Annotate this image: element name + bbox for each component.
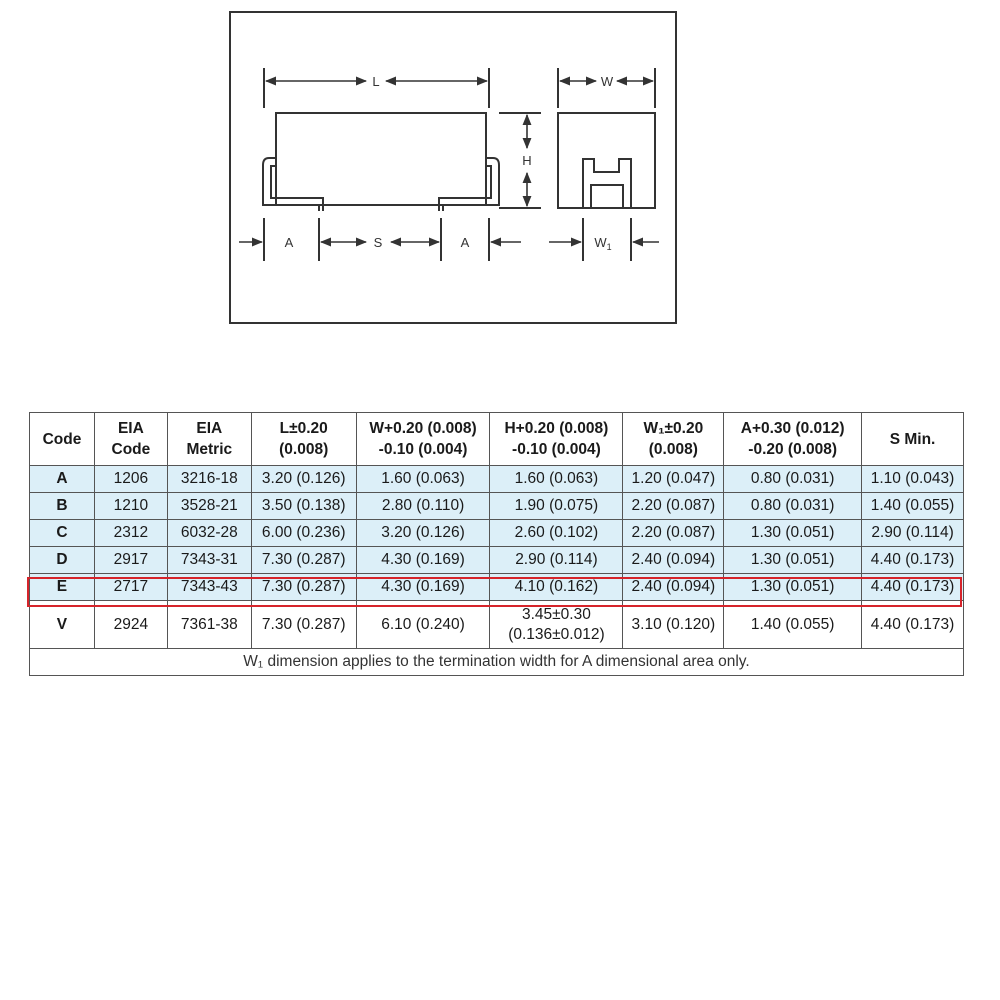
table-cell: 2.60 (0.102): [490, 520, 623, 547]
table-cell: 1.30 (0.051): [724, 574, 862, 601]
table-cell: 1.90 (0.075): [490, 493, 623, 520]
table-cell: 1.40 (0.055): [724, 601, 862, 649]
table-cell: 2.20 (0.087): [623, 493, 724, 520]
header-eia-code: EIA Code: [94, 413, 167, 466]
table-cell: 2.90 (0.114): [862, 520, 964, 547]
table-row-b: [30, 493, 964, 520]
table-cell: 1.20 (0.047): [623, 466, 724, 493]
table-cell: 2.40 (0.094): [623, 574, 724, 601]
dim-label-A-left: A: [284, 235, 294, 250]
table-cell: 0.80 (0.031): [724, 466, 862, 493]
dim-label-A-right: A: [460, 235, 470, 250]
header-w1: W₁±0.20 (0.008): [623, 413, 724, 466]
table-cell: 2.80 (0.110): [356, 493, 490, 520]
table-row-c: [30, 520, 964, 547]
table-cell: 3.10 (0.120): [623, 601, 724, 649]
table-cell: 4.40 (0.173): [862, 547, 964, 574]
table-cell: 1.30 (0.051): [724, 547, 862, 574]
capacitor-outline-drawing: [231, 13, 679, 326]
table-note: W₁ dimension applies to the termination width for A dimensional area only.: [30, 649, 964, 676]
table-row-d: [30, 547, 964, 574]
table-row-e: [30, 574, 964, 601]
table-cell: 4.30 (0.169): [356, 574, 490, 601]
table-cell: V: [30, 601, 95, 649]
table-note-row: [30, 649, 964, 676]
table-cell: 6.10 (0.240): [356, 601, 490, 649]
table-cell: C: [30, 520, 95, 547]
dim-label-L: L: [372, 74, 380, 89]
table-header: [30, 413, 964, 466]
table-cell: 7343-31: [167, 547, 251, 574]
table-row-a: [30, 466, 964, 493]
table-cell: 7343-43: [167, 574, 251, 601]
header-height: H+0.20 (0.008) -0.10 (0.004): [490, 413, 623, 466]
table-cell: E: [30, 574, 95, 601]
table-cell: 7.30 (0.287): [251, 547, 356, 574]
dim-label-W1: $W_1$: [594, 235, 612, 252]
dimension-drawing: [229, 11, 677, 324]
header-a: A+0.30 (0.012) -0.20 (0.008): [724, 413, 862, 466]
header-eia-metric: EIA Metric: [167, 413, 251, 466]
table-cell: 4.40 (0.173): [862, 601, 964, 649]
table-cell: 2.90 (0.114): [490, 547, 623, 574]
table-cell: 6.00 (0.236): [251, 520, 356, 547]
side-view-body: [276, 113, 486, 205]
table-cell: 1.10 (0.043): [862, 466, 964, 493]
table-cell: 4.30 (0.169): [356, 547, 490, 574]
table-cell: 7361-38: [167, 601, 251, 649]
table-cell: 2717: [94, 574, 167, 601]
table-cell: 3.20 (0.126): [251, 466, 356, 493]
table-cell: 1.40 (0.055): [862, 493, 964, 520]
table-cell: 1.60 (0.063): [356, 466, 490, 493]
table-cell: 1.30 (0.051): [724, 520, 862, 547]
table-cell: 7.30 (0.287): [251, 574, 356, 601]
dim-label-H: H: [522, 153, 532, 168]
table-cell: 1.60 (0.063): [490, 466, 623, 493]
table-cell: 3.45±0.30 (0.136±0.012): [490, 601, 623, 649]
dimensions-table: [29, 412, 964, 676]
table-cell: 6032-28: [167, 520, 251, 547]
table-cell: 3528-21: [167, 493, 251, 520]
table-cell: 1206: [94, 466, 167, 493]
dim-label-S: S: [373, 235, 383, 250]
table-cell: 2312: [94, 520, 167, 547]
table-cell: 2.20 (0.087): [623, 520, 724, 547]
table-cell: 2.40 (0.094): [623, 547, 724, 574]
table-row-v: [30, 601, 964, 649]
table-cell: 3.20 (0.126): [356, 520, 490, 547]
table-cell: 3.50 (0.138): [251, 493, 356, 520]
table-cell: 3216-18: [167, 466, 251, 493]
header-s-min: S Min.: [862, 413, 964, 466]
table-cell: 7.30 (0.287): [251, 601, 356, 649]
table-cell: D: [30, 547, 95, 574]
table-cell: 2917: [94, 547, 167, 574]
header-width: W+0.20 (0.008) -0.10 (0.004): [356, 413, 490, 466]
table-cell: 1210: [94, 493, 167, 520]
table-cell: 0.80 (0.031): [724, 493, 862, 520]
table-cell: 2924: [94, 601, 167, 649]
table-cell: A: [30, 466, 95, 493]
table-cell: B: [30, 493, 95, 520]
header-length: L±0.20 (0.008): [251, 413, 356, 466]
header-code: Code: [30, 413, 95, 466]
dim-label-W: W: [600, 74, 614, 89]
table-cell: 4.10 (0.162): [490, 574, 623, 601]
end-view-body: [558, 113, 655, 208]
table-cell: 4.40 (0.173): [862, 574, 964, 601]
